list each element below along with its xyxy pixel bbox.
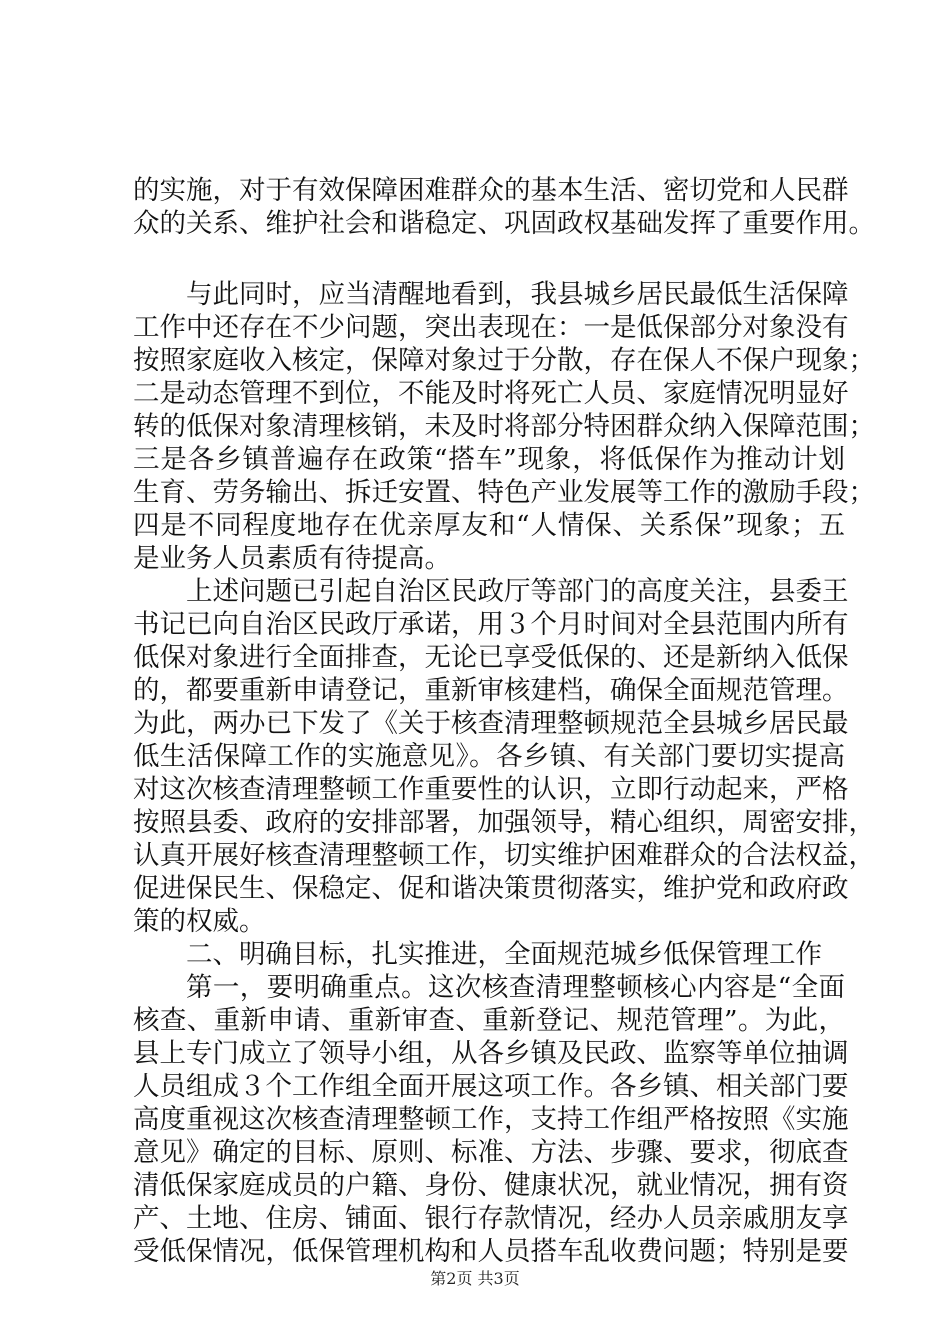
text-line: 人员组成３个工作组全面开展这项工作。各乡镇、相关部门要 <box>133 1071 849 1102</box>
text-line: 按照县委、政府的安排部署，加强领导，精心组织，周密安排， <box>133 807 875 838</box>
document-body <box>133 174 875 1268</box>
page-number: 第2页 共3页 <box>430 1269 520 1288</box>
text-line: 二是动态管理不到位，不能及时将死亡人员、家庭情况明显好 <box>133 378 849 409</box>
text-line: 高度重视这次核查清理整顿工作，支持工作组严格按照《实施 <box>133 1104 849 1135</box>
text-line: 低生活保障工作的实施意见》。各乡镇、有关部门要切实提高 <box>133 741 845 772</box>
section-heading <box>133 938 845 971</box>
paragraph-3 <box>133 575 875 938</box>
text-line: 转的低保对象清理核销，未及时将部分特困群众纳入保障范围； <box>133 411 875 442</box>
paragraph-2 <box>133 278 875 575</box>
text-line: 的实施，对于有效保障困难群众的基本生活、密切党和人民群 <box>133 175 849 206</box>
text-line: 生育、劳务输出、拆迁安置、特色产业发展等工作的激励手段； <box>133 477 875 508</box>
text-line: 县上专门成立了领导小组，从各乡镇及民政、监察等单位抽调 <box>133 1038 849 1069</box>
text-line: 产、土地、住房、铺面、银行存款情况，经办人员亲戚朋友享 <box>133 1203 849 1234</box>
paragraph-4 <box>133 971 849 1268</box>
text-line: 意见》确定的目标、原则、标准、方法、步骤、要求，彻底查 <box>133 1137 849 1168</box>
text-line: 认真开展好核查清理整顿工作，切实维护困难群众的合法权益， <box>133 840 875 871</box>
text-line: 按照家庭收入核定，保障对象过于分散，存在保人不保户现象； <box>133 345 875 376</box>
paragraph-1 <box>133 174 875 240</box>
text-line: 受低保情况，低保管理机构和人员搭车乱收费问题；特别是要 <box>133 1236 849 1267</box>
text-line: 核查、重新申请、重新审查、重新登记、规范管理”。为此， <box>133 1005 845 1036</box>
text-line: 书记已向自治区民政厅承诺，用３个月时间对全县范围内所有 <box>133 609 849 640</box>
text-line: 低保对象进行全面排查，无论已享受低保的、还是新纳入低保 <box>133 642 849 673</box>
text-line: 的，都要重新申请登记，重新审核建档，确保全面规范管理。 <box>133 675 849 706</box>
text-line: 工作中还存在不少问题，突出表现在：一是低保部分对象没有 <box>133 312 849 343</box>
text-line: 对这次核查清理整顿工作重要性的认识，立即行动起来，严格 <box>133 774 849 805</box>
text-line: 是业务人员素质有待提高。 <box>133 543 451 574</box>
text-line: 三是各乡镇普遍存在政策“搭车”现象，将低保作为推动计划 <box>133 444 845 475</box>
paragraph-gap <box>133 240 845 278</box>
text-line: 促进保民生、保稳定、促和谐决策贯彻落实，维护党和政府政 <box>133 873 849 904</box>
text-line: 与此同时，应当清醒地看到，我县城乡居民最低生活保障 <box>186 279 849 310</box>
text-line: 四是不同程度地存在优亲厚友和“人情保、关系保”现象；五 <box>133 510 845 541</box>
text-line: 清低保家庭成员的户籍、身份、健康状况，就业情况，拥有资 <box>133 1170 849 1201</box>
text-line: 第一，要明确重点。这次核查清理整顿核心内容是“全面 <box>186 972 845 1003</box>
text-line: 策的权威。 <box>133 906 266 937</box>
text-line: 众的关系、维护社会和谐稳定、巩固政权基础发挥了重要作用。 <box>133 208 875 239</box>
text-line: 上述问题已引起自治区民政厅等部门的高度关注，县委王 <box>186 576 849 607</box>
section-heading-text: 二、明确目标，扎实推进，全面规范城乡低保管理工作 <box>186 939 822 970</box>
text-line: 为此，两办已下发了《关于核查清理整顿规范全县城乡居民最 <box>133 708 849 739</box>
